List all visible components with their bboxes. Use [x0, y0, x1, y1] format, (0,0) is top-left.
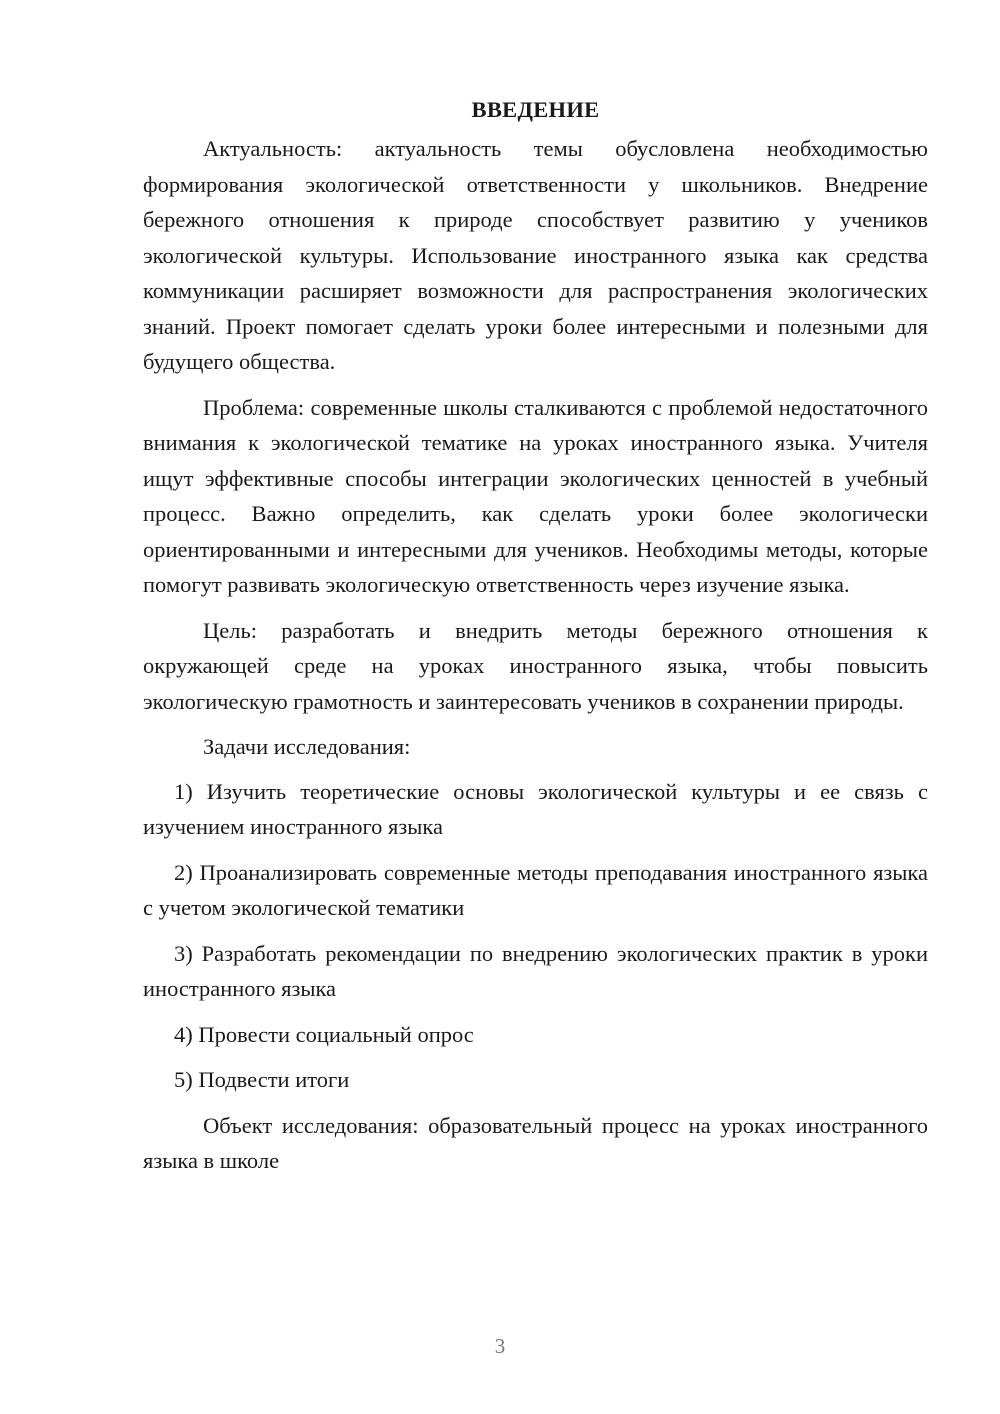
- goal-paragraph: Цель: разработать и внедрить методы бережного отношения к окружающей среде на уроках иностранного языка, чтобы повысить экологическую грамотность и заинтересовать учеников в сохранении природы.: [143, 617, 928, 714]
- task-item-3: 3) Разработать рекомендации по внедрению экологических практик в уроки иностранного языка: [143, 940, 928, 1001]
- page-number: 3: [494, 1334, 506, 1358]
- tasks-heading: Задачи исследования:: [203, 734, 411, 759]
- page-content: [143, 92, 928, 1189]
- task-item-4: 4) Провести социальный опрос: [174, 1021, 474, 1047]
- task-item-2: 2) Проанализировать современные методы преподавания иностранного языка с учетом экологической тематики: [143, 859, 928, 920]
- problem-paragraph: Проблема: современные школы сталкиваются с проблемой недостаточного внимания к экологической тематике на уроках иностранного языка. Учителя ищут эффективные способы интеграции экологических ценностей в учебный процесс. Важно определить, как сделать уроки более экологически ориентированными и интересными для учеников. Необходимы методы, которые помогут развивать экологическую ответственность через изучение языка.: [143, 394, 928, 597]
- task-item-5: 5) Подвести итоги: [174, 1067, 350, 1092]
- task-item-1: 1) Изучить теоретические основы экологической культуры и ее связь с изучением иностранного языка: [143, 778, 928, 839]
- page-title: ВВЕДЕНИЕ: [471, 97, 600, 122]
- object-paragraph: Объект исследования: образовательный процесс на уроках иностранного языка в школе: [143, 1112, 928, 1173]
- relevance-paragraph: Актуальность: актуальность темы обусловлена необходимостью формирования экологической ответственности у школьников. Внедрение бережного отношения к природе способствует развитию у учеников экологической культуры. Использование иностранного языка как средства коммуникации расширяет возможности для распространения экологических знаний. Проект помогает сделать уроки более интересными и полезными для будущего общества.: [143, 136, 928, 374]
